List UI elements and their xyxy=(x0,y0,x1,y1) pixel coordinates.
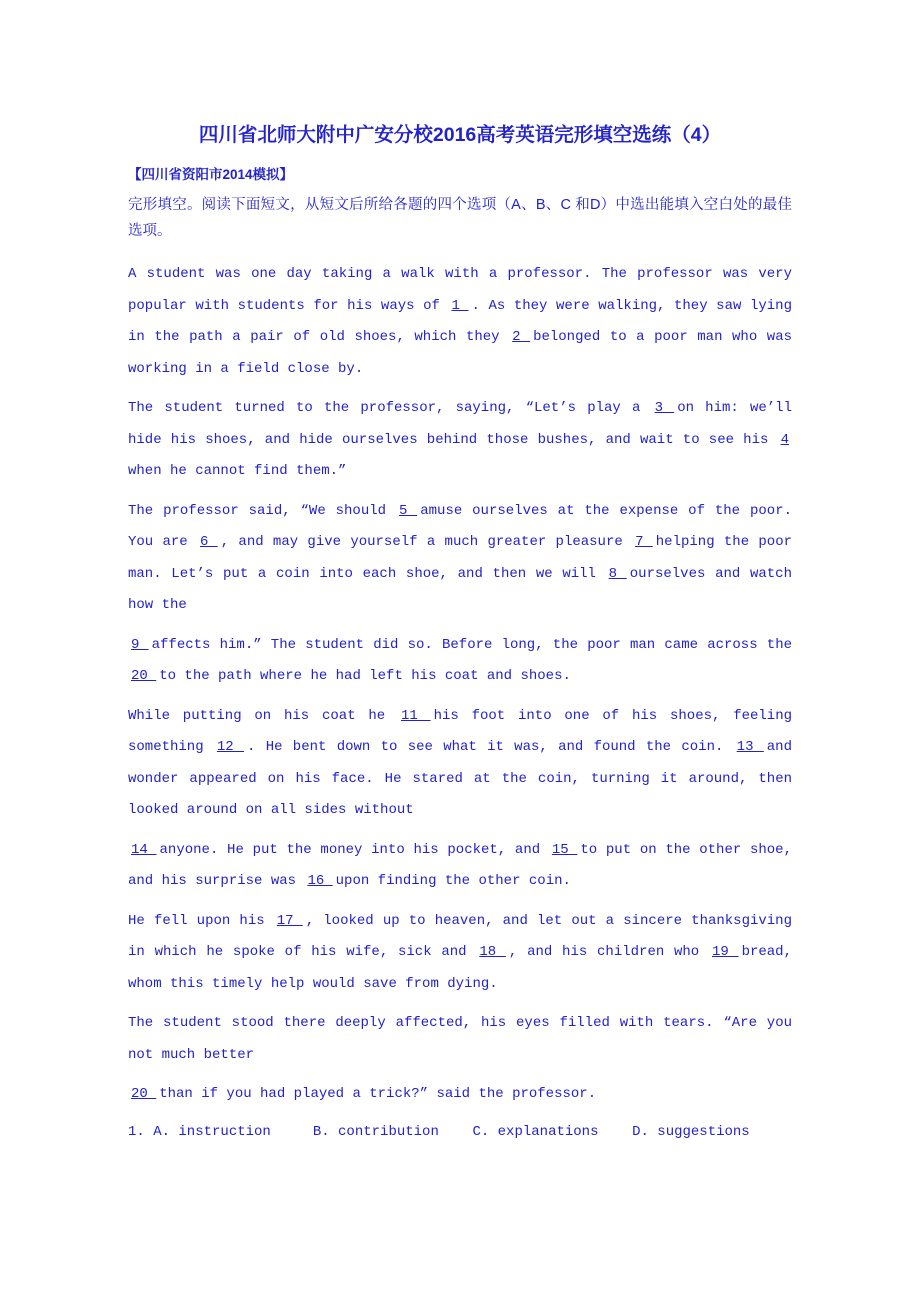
passage-paragraph: 14 anyone. He put the money into his pocket, and 15 to put on the other shoe, and his surprise was 16 upon finding the other coin. xyxy=(128,841,792,890)
answer-blank: 20 xyxy=(131,668,157,685)
source-label: 【四川省资阳市2014模拟】 xyxy=(128,167,294,183)
passage-paragraph: The professor said, “We should 5 amuse ourselves at the expense of the poor. You are 6 , and may give yourself a much greater pleasure 7 helping the poor man. Let’s put a coin into each shoe, and then we will 8 ourselves and watch how the xyxy=(128,502,792,614)
answer-blank: 18 xyxy=(479,944,506,961)
answer-blank: 15 xyxy=(551,841,578,858)
answer-blank: 12 xyxy=(216,739,245,756)
answer-blank: 6 xyxy=(200,534,218,551)
answer-blank: 17 xyxy=(276,912,303,929)
answer-blank: 13 xyxy=(736,739,764,756)
answer-blank: 16 xyxy=(307,873,333,890)
answer-blank: 14 xyxy=(131,841,157,858)
passage-paragraph: The student stood there deeply affected, his eyes filled with tears. “Are you not much better xyxy=(128,1015,792,1063)
question-options-line: 1. A. instruction B. contribution C. explanations D. suggestions xyxy=(128,1123,750,1140)
passage-paragraph: While putting on his coat he 11 his foot into one of his shoes, feeling something 12 . He bent down to see what it was, and found the coin. 13 and wonder appeared on his face. He stared at the coin, turning it around, then looked around on all sides without xyxy=(128,707,793,819)
answer-blank: 5 xyxy=(398,502,418,519)
passage-paragraph: A student was one day taking a walk with a professor. The professor was very popular with students for his ways of 1 . As they were walking, they saw lying in the path a pair of old shoes, which they 2 belonged to a poor man who was working in a field close by. xyxy=(128,266,792,377)
answer-blank: 20 xyxy=(131,1086,157,1103)
answer-blank: 11 xyxy=(401,707,431,724)
passage-paragraph: 20 than if you had played a trick?” said the professor. xyxy=(128,1079,792,1111)
instruction-text: 完形填空。阅读下面短文，从短文后所给各题的四个选项（A、B、C 和D）中选出能填入空白处的最佳选项。 xyxy=(128,196,792,240)
answer-blank: 7 xyxy=(635,534,653,551)
passage-paragraph: 9 affects him.” The student did so. Before long, the poor man came across the 20 to the path where he had left his coat and shoes. xyxy=(128,630,792,693)
passage-paragraph: The student turned to the professor, saying, “Let’s play a 3 on him: we’ll hide his shoes, and hide ourselves behind those bushes, and wait to see his 4 when he cannot find them.” xyxy=(128,400,792,480)
passage-paragraph: He fell upon his 17 , looked up to heaven, and let out a sincere thanksgiving in which he spoke of his wife, sick and 18 , and his children who 19 bread, whom this timely help would save from dying. xyxy=(128,912,792,992)
answer-blank: 19 xyxy=(711,944,739,961)
answer-blank: 2 xyxy=(512,329,531,346)
answer-blank: 1 xyxy=(451,297,469,314)
answer-blank: 8 xyxy=(608,565,627,582)
page-title: 四川省北师大附中广安分校2016高考英语完形填空选练（4） xyxy=(198,124,722,146)
answer-blank: 4 xyxy=(780,431,789,448)
answer-blank: 9 xyxy=(131,636,149,653)
answer-blank: 3 xyxy=(654,400,675,417)
